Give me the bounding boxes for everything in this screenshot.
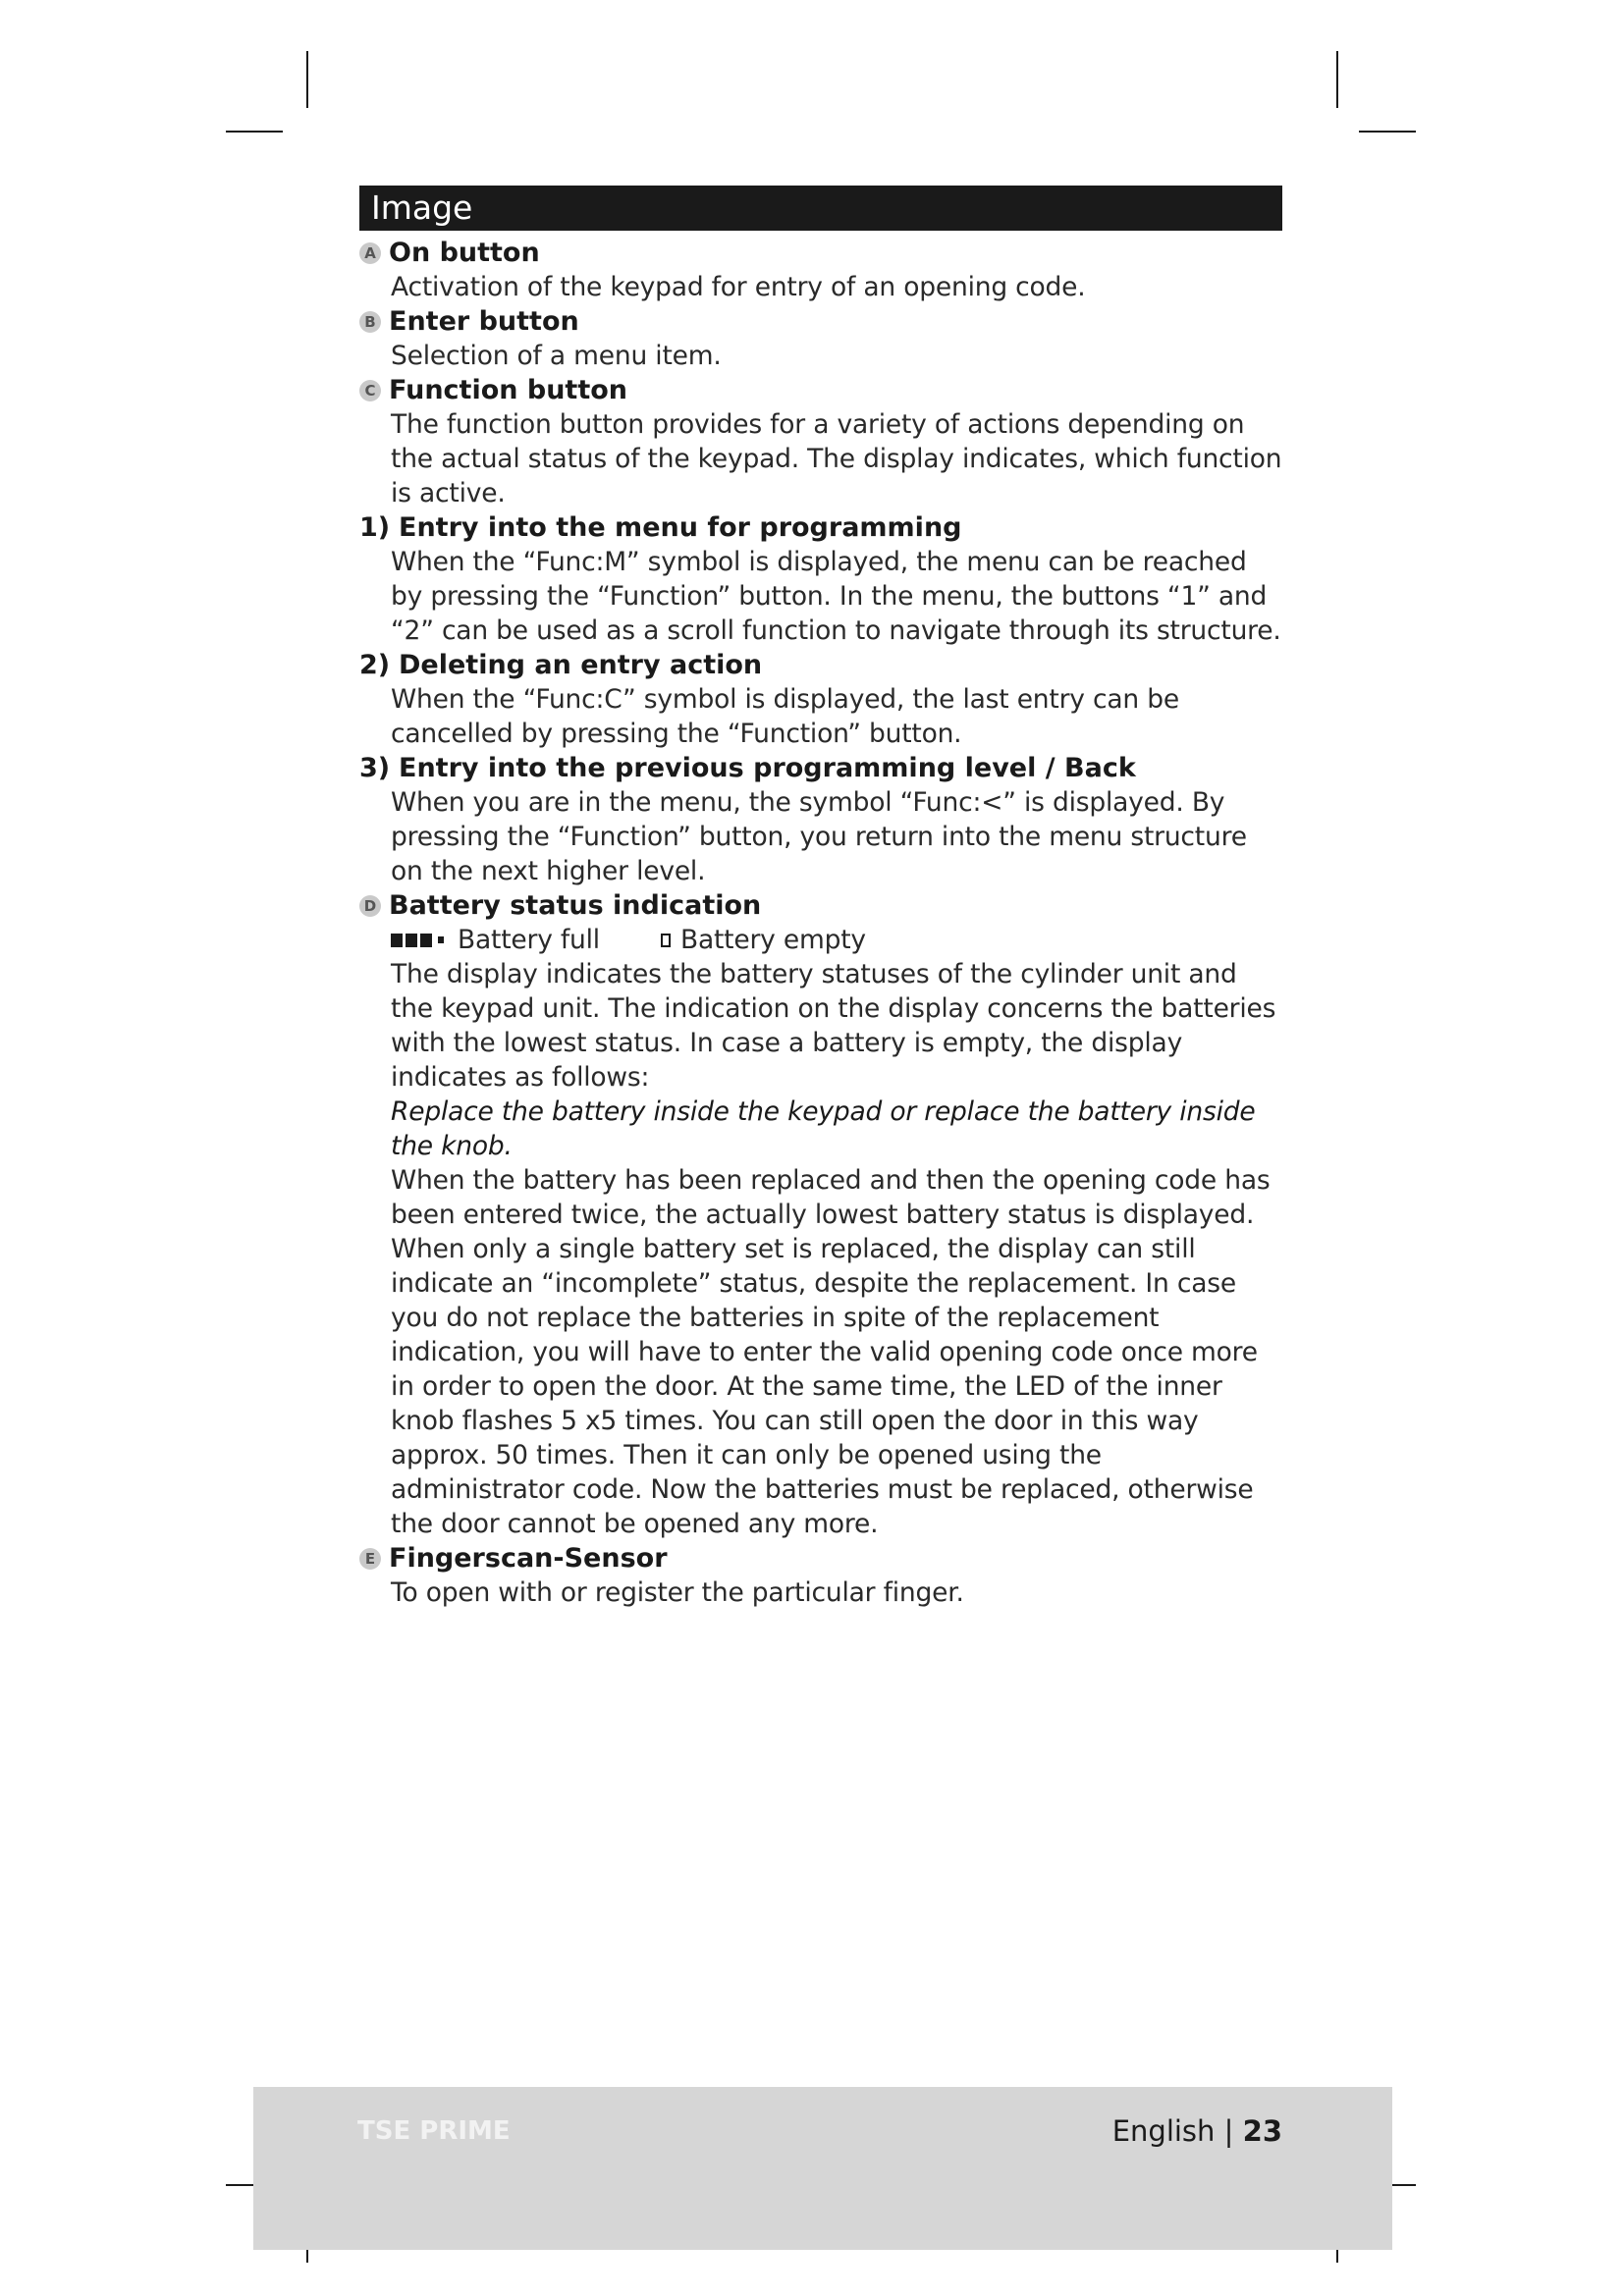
sub-item-body: When you are in the menu, the symbol “Func:<” is displayed. By pressing the “Function” button, you return into the menu structure on the next higher level. — [391, 787, 1247, 886]
battery-warning: Replace the battery inside the keypad or replace the battery inside the knob. — [391, 1096, 1256, 1161]
item-title: Fingerscan-Sensor — [389, 1543, 668, 1574]
battery-empty-icon — [661, 934, 673, 947]
item-body: Selection of a menu item. — [391, 341, 722, 371]
item-title: Function button — [389, 375, 628, 405]
footer-language: English — [1111, 2114, 1216, 2148]
item-title: Enter button — [389, 306, 579, 337]
page-footer — [253, 2087, 1392, 2250]
sub-item-title: Entry into the previous programming level / Back — [399, 753, 1136, 783]
item-body: To open with or register the particular finger. — [391, 1577, 964, 1608]
badge-d: D — [359, 895, 381, 917]
sub-item-number: 1) — [359, 512, 391, 543]
footer-separator: | — [1223, 2114, 1234, 2148]
list-item — [359, 1541, 1282, 1610]
sub-item-body: When the “Func:M” symbol is displayed, the menu can be reached by pressing the “Function” button. In the menu, the buttons “1” and “2” can be used as a scroll function to navigate through its structure. — [391, 547, 1281, 646]
battery-paragraph: The display indicates the battery statuses of the cylinder unit and the keypad unit. The indication on the display concerns the batteries with the lowest status. In case a battery is empty, the display indicates as follows: — [391, 959, 1276, 1093]
battery-full-label: Battery full — [458, 925, 600, 955]
sub-item-title: Entry into the menu for programming — [399, 512, 962, 543]
badge-c: C — [359, 380, 381, 401]
item-body: Activation of the keypad for entry of an opening code. — [391, 272, 1086, 302]
sub-item-body: When the “Func:C” symbol is displayed, the last entry can be cancelled by pressing the “Function” button. — [391, 684, 1179, 749]
crop-mark — [1336, 51, 1338, 108]
crop-mark — [226, 131, 283, 133]
item-title: On button — [389, 238, 540, 268]
page-content — [359, 186, 1282, 1610]
list-item — [359, 888, 1282, 1541]
sub-item — [359, 510, 1282, 648]
section-title: Image — [359, 186, 1282, 231]
battery-legend — [391, 923, 1282, 957]
product-name: TSE PRIME — [357, 2116, 511, 2146]
badge-a: A — [359, 242, 381, 264]
list-item — [359, 304, 1282, 373]
footer-page: 23 — [1242, 2114, 1282, 2148]
battery-empty-label: Battery empty — [679, 925, 866, 955]
crop-mark — [306, 51, 308, 108]
sub-item — [359, 751, 1282, 888]
page-number — [1112, 2114, 1282, 2148]
sub-item-number: 3) — [359, 753, 391, 783]
crop-mark — [1359, 131, 1416, 133]
badge-b: B — [359, 311, 381, 333]
list-item — [359, 236, 1282, 304]
item-title: Battery status indication — [389, 890, 762, 921]
sub-item — [359, 648, 1282, 751]
sub-item-number: 2) — [359, 650, 391, 680]
item-list — [359, 236, 1282, 1610]
battery-full-icon — [391, 934, 444, 947]
item-body: The function button provides for a variety of actions depending on the actual status of the keypad. The display indicates, which function is active. — [391, 409, 1282, 508]
list-item — [359, 373, 1282, 510]
sub-item-title: Deleting an entry action — [399, 650, 763, 680]
badge-e: E — [359, 1548, 381, 1570]
battery-paragraph: When the battery has been replaced and then the opening code has been entered twice, the actually lowest battery status is displayed. When only a single battery set is replaced, the display can still indicate an “incomplete” status, despite the replacement. In case you do not replace the batteries in spite of the replacement indication, you will have to enter the valid opening code once more in order to open the door. At the same time, the LED of the inner knob flashes 5 x5 times. You can still open the door in this way approx. 50 times. Then it can only be opened using the administrator code. Now the batteries must be replaced, otherwise the door cannot be opened any more. — [391, 1165, 1271, 1539]
